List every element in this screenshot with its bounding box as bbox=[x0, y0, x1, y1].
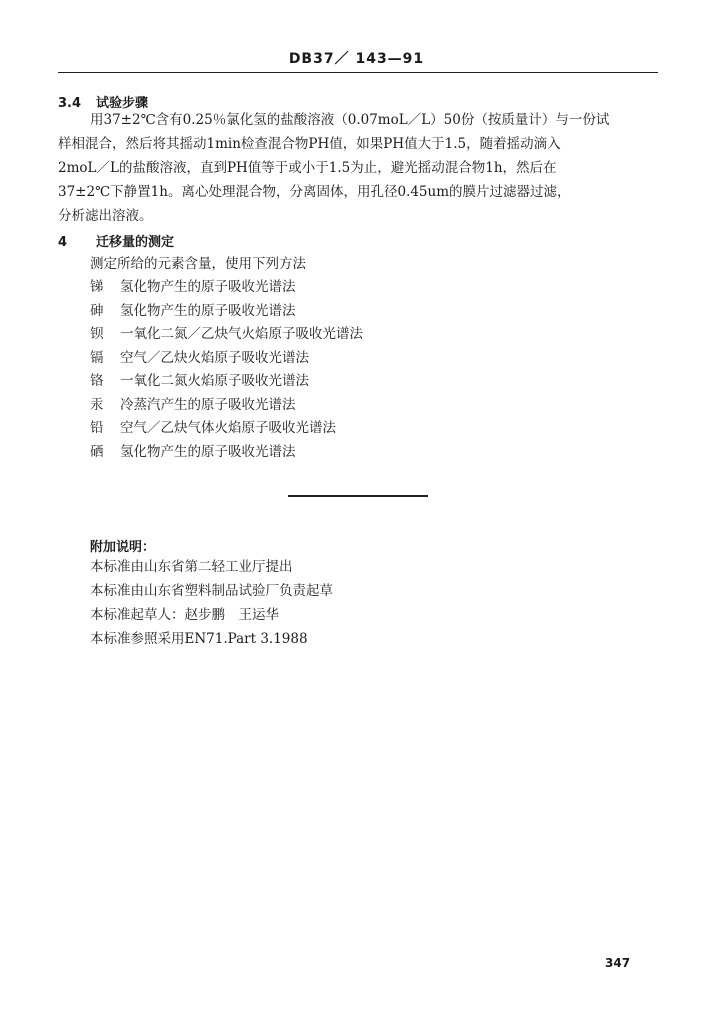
method-item bbox=[90, 416, 363, 440]
method-item bbox=[90, 440, 363, 464]
method-name: 空气／乙炔气体火焰原子吸收光谱法 bbox=[120, 420, 336, 436]
method-name: 氢化物产生的原子吸收光谱法 bbox=[120, 443, 296, 460]
element-name: 砷 bbox=[90, 302, 104, 319]
paragraph-line: 用37±2℃含有0.25％氯化氢的盐酸溶液（0.07moL／L）50份（按质量计）与一份试 bbox=[90, 112, 610, 128]
element-name: 铬 bbox=[90, 373, 104, 389]
element-name: 钡 bbox=[90, 326, 104, 342]
header-divider bbox=[58, 72, 658, 73]
section-title: 迁移量的测定 bbox=[96, 235, 175, 250]
element-name: 镉 bbox=[90, 349, 104, 366]
method-name: 氢化物产生的原子吸收光谱法 bbox=[120, 279, 296, 295]
method-item bbox=[90, 346, 363, 370]
method-item bbox=[90, 322, 363, 346]
method-item bbox=[90, 393, 363, 417]
note-item: 本标准起草人：赵步鹏 王运华 bbox=[90, 607, 279, 623]
end-of-text-rule bbox=[288, 495, 428, 497]
paragraph-line: 2moL／L的盐酸溶液，直到PH值等于或小于1.5为止，避光摇动混合物1h，然后在 bbox=[58, 160, 557, 176]
element-name: 汞 bbox=[90, 396, 104, 413]
method-name: 一氧化二氮／乙炔气火焰原子吸收光谱法 bbox=[120, 326, 363, 342]
section-number: 4 bbox=[58, 235, 68, 250]
standard-code-header: DB37／ 143—91 bbox=[288, 51, 425, 67]
method-name: 冷蒸汽产生的原子吸收光谱法 bbox=[120, 396, 296, 413]
additional-notes bbox=[90, 555, 333, 651]
method-item bbox=[90, 275, 363, 299]
method-list bbox=[90, 275, 363, 463]
method-item bbox=[90, 369, 363, 393]
section-number: 3.4 bbox=[58, 96, 82, 111]
method-name: 一氧化二氮火焰原子吸收光谱法 bbox=[120, 373, 309, 389]
section-4-intro: 测定所给的元素含量，使用下列方法 bbox=[90, 256, 306, 272]
paragraph-line: 37±2℃下静置1h。离心处理混合物，分离固体，用孔径0.45um的膜片过滤器过滤， bbox=[58, 184, 571, 200]
page-number: 347 bbox=[605, 956, 631, 970]
note-item: 本标准参照采用EN71.Part 3.1988 bbox=[90, 631, 308, 647]
note-item: 本标准由山东省塑料制品试验厂负责起草 bbox=[90, 583, 333, 599]
note-item: 本标准由山东省第二轻工业厅提出 bbox=[90, 559, 293, 575]
additional-notes-title: 附加说明： bbox=[90, 540, 156, 555]
method-name: 空气／乙炔火焰原子吸收光谱法 bbox=[120, 349, 309, 366]
element-name: 锑 bbox=[90, 279, 104, 295]
section-title: 试验步骤 bbox=[96, 96, 149, 111]
method-name: 氢化物产生的原子吸收光谱法 bbox=[120, 302, 296, 319]
element-name: 硒 bbox=[90, 443, 104, 460]
element-name: 铅 bbox=[90, 420, 104, 436]
method-item bbox=[90, 299, 363, 323]
paragraph-line: 分析滤出溶液。 bbox=[58, 208, 153, 224]
section-4-heading bbox=[58, 231, 174, 250]
paragraph-line: 样相混合，然后将其摇动1min检查混合物PH值，如果PH值大于1.5，随着摇动滴入 bbox=[58, 136, 561, 152]
section-3-4-body bbox=[58, 108, 658, 228]
